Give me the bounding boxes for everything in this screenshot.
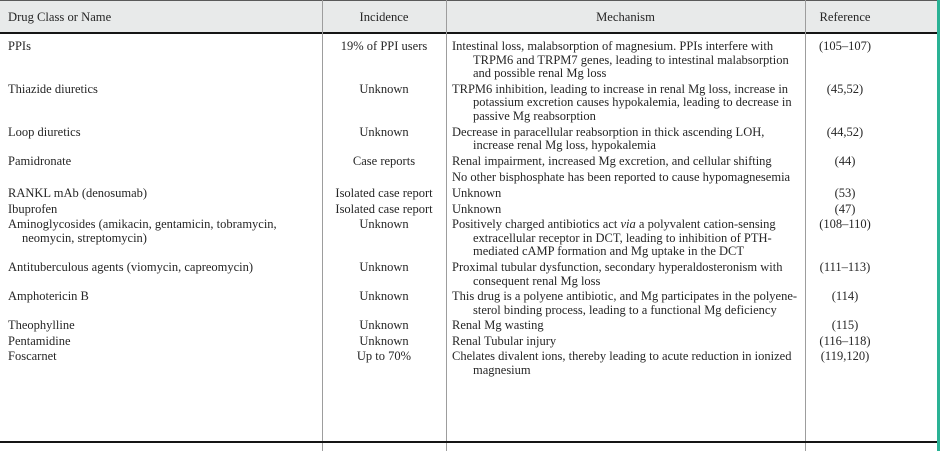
- table-row: [0, 289, 937, 318]
- drug-name-cell: Foscarnet: [8, 349, 57, 364]
- reference-cell: (114): [831, 289, 859, 304]
- reference-cell: (105–107): [818, 39, 872, 53]
- drug-name-cell: Antituberculous agents (viomycin, capreomycin): [8, 259, 254, 274]
- mechanism-cell: This drug is a polyene antibiotic, and Mg participates in the polyene-sterol binding process, leading to a functional Mg deficiency: [452, 289, 798, 317]
- column-header-incidence: Incidence: [322, 1, 446, 33]
- table-body: [0, 33, 937, 379]
- table-row: [0, 318, 937, 334]
- table-row: [0, 260, 937, 289]
- drug-name-cell: Amphotericin B: [8, 289, 89, 304]
- reference-cell: (44,52): [826, 124, 864, 139]
- drug-name-cell: Pamidronate: [8, 153, 72, 168]
- reference-cell: (45,52): [826, 81, 864, 96]
- mechanism-cell: Decrease in paracellular reabsorption in thick ascending LOH, increase renal Mg loss, hypokalemia: [452, 124, 765, 153]
- mechanism-cell: Unknown: [452, 201, 502, 216]
- incidence-cell: 19% of PPI users: [340, 39, 428, 53]
- column-header-reference: Reference: [805, 1, 937, 33]
- incidence-cell: Unknown: [359, 217, 409, 232]
- reference-cell: (119,120): [820, 349, 870, 364]
- incidence-cell: Unknown: [359, 124, 409, 139]
- table-row: [0, 349, 937, 378]
- column-divider: [446, 0, 447, 451]
- incidence-cell: Unknown: [359, 333, 409, 348]
- table-row: [0, 33, 937, 82]
- reference-cell: (44): [834, 153, 856, 168]
- table-row: [0, 125, 937, 154]
- drug-name-cell: RANKL mAb (denosumab): [8, 185, 148, 200]
- table-top-rule: [0, 0, 937, 1]
- drug-name-cell: Pentamidine: [8, 333, 71, 348]
- mechanism-cell: Intestinal loss, malabsorption of magnesium. PPIs interfere with TRPM6 and TRPM7 genes, leading to intestinal malabsorption and possible renal Mg loss: [452, 39, 789, 81]
- drug-name-cell: PPIs: [8, 39, 31, 53]
- drug-name-cell: Aminoglycosides (amikacin, gentamicin, tobramycin, neomycin, streptomycin): [8, 217, 277, 245]
- drug-name-cell: Thiazide diuretics: [8, 81, 98, 96]
- incidence-cell: Unknown: [359, 318, 409, 333]
- incidence-cell: Up to 70%: [356, 349, 412, 364]
- mechanism-cell: Positively charged antibiotics act via a polyvalent cation-sensing extracellular receptor in DCT, leading to inhibition of PTH-mediated cAMP formation and Mg uptake in the DCT: [452, 217, 776, 259]
- table-header: [0, 1, 937, 33]
- incidence-cell: Isolated case report: [335, 185, 433, 200]
- drug-hypomagnesemia-table: [0, 1, 937, 379]
- reference-cell: (115): [831, 318, 859, 333]
- column-divider: [322, 0, 323, 451]
- column-header-mechanism: Mechanism: [446, 1, 805, 33]
- table-row: [0, 217, 937, 260]
- reference-cell: (53): [834, 185, 856, 200]
- table-row: [0, 154, 937, 186]
- mechanism-cell: Unknown: [452, 185, 502, 200]
- mechanism-cell: Chelates divalent ions, thereby leading to acute reduction in ionized magnesium: [452, 349, 792, 378]
- column-header-drug-class: Drug Class or Name: [0, 1, 322, 33]
- mechanism-cell: Proximal tubular dysfunction, secondary hyperaldosteronism with consequent renal Mg loss: [452, 259, 783, 288]
- incidence-cell: Unknown: [359, 289, 409, 304]
- reference-cell: (111–113): [819, 259, 871, 274]
- drug-name-cell: Theophylline: [8, 318, 75, 333]
- header-row: [0, 1, 937, 33]
- reference-cell: (47): [834, 201, 856, 216]
- table-row: [0, 186, 937, 202]
- table-row: [0, 82, 937, 125]
- table-row: [0, 202, 937, 218]
- mechanism-cell: Renal Tubular injury: [452, 333, 557, 348]
- teal-edge-bar: [937, 0, 940, 451]
- mechanism-cell: TRPM6 inhibition, leading to increase in renal Mg loss, increase in potassium excretion causes hypokalemia, leading to decrease in passive Mg reabsorption: [452, 81, 792, 123]
- mechanism-cell: Renal impairment, increased Mg excretion, and cellular shifting No other bisphosphate has been reported to cause hypomagnesemia: [452, 153, 791, 185]
- reference-cell: (116–118): [819, 333, 871, 348]
- incidence-cell: Case reports: [352, 153, 416, 168]
- incidence-cell: Unknown: [359, 81, 409, 96]
- incidence-cell: Isolated case report: [335, 201, 433, 216]
- table-row: [0, 334, 937, 350]
- reference-cell: (108–110): [819, 217, 871, 232]
- incidence-cell: Unknown: [359, 259, 409, 274]
- mechanism-cell: Renal Mg wasting: [452, 318, 544, 333]
- drug-name-cell: Ibuprofen: [8, 201, 58, 216]
- column-divider: [805, 0, 806, 451]
- table-bottom-rule: [0, 441, 937, 443]
- drug-name-cell: Loop diuretics: [8, 124, 81, 139]
